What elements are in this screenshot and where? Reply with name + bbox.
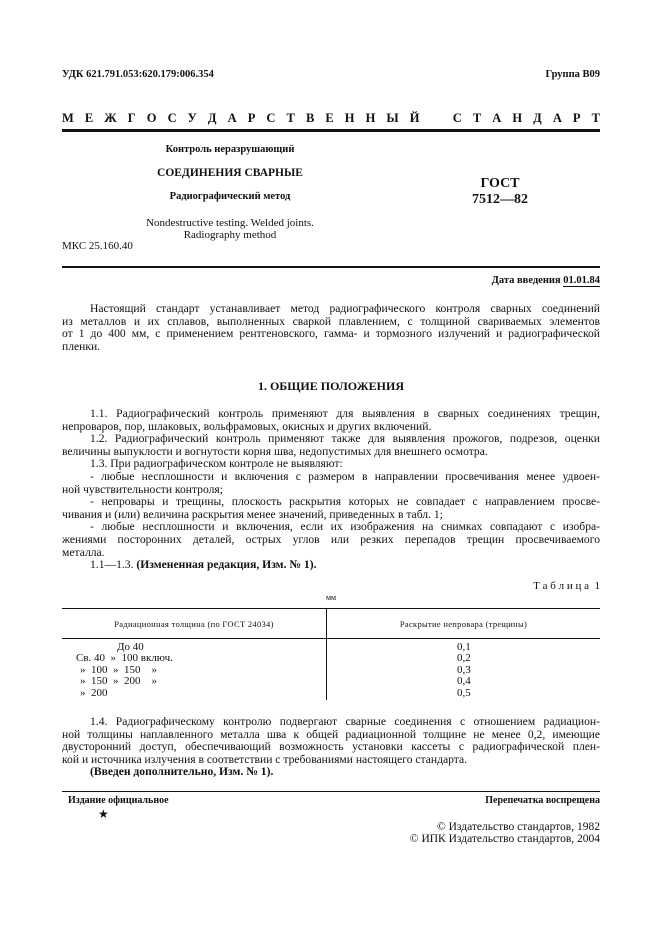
text-line: непроваров, пор, шлаковых, вольфрамовых, окисных и других включений. xyxy=(62,419,432,433)
table-cell: 0,1 xyxy=(457,641,471,653)
title-english-1: Nondestructive testing. Welded joints. xyxy=(146,217,314,229)
text-line: жениями посторонних деталей, острых углов или резких перепадов трещин просвечиваемого xyxy=(62,532,600,546)
text-line: от 1 до 400 мм, с применением рентгеновского, гамма- и тормозного излучений и радиографической xyxy=(62,327,600,341)
banner-rule xyxy=(62,129,600,132)
text-line: двусторонний доступ, обеспечивающий возможность установки кассеты с радиографической плен- xyxy=(62,740,600,754)
table-body xyxy=(62,642,600,699)
table-row xyxy=(62,676,600,687)
table-cell: 0,4 xyxy=(457,675,471,688)
text-line: - любые несплошности и включения, если их изображения на снимках совпадают с изобра- xyxy=(90,520,600,534)
table-caption: Т а б л и ц а 1 xyxy=(533,580,600,592)
footer-rule xyxy=(62,791,600,792)
table-header-opening: Раскрытие непровара (трещины) xyxy=(399,619,528,629)
text-line: 1.3. При радиографическом контроле не выявляют: xyxy=(90,457,343,471)
text-line: ной толщины наплавленного металла шва к общей радиационной толщине не менее 0,2, имеющие xyxy=(62,727,600,741)
standard-banner: М Е Ж Г О С У Д А Р С Т В Е Н Н Ы Й С Т А Н Д А Р Т xyxy=(62,111,600,125)
table-cell: » 150 » 200 » xyxy=(80,675,157,688)
title-line2: СОЕДИНЕНИЯ СВАРНЫЕ xyxy=(157,167,303,179)
gost-number: 7512—82 xyxy=(472,192,528,207)
text-line: величины выпуклости и вогнутости корня шва, недопустимых для внешнего осмотра. xyxy=(62,444,488,458)
text-line: - непровары и трещины, плоскость раскрытия которых не совпадает с направлением просве- xyxy=(90,495,600,509)
table-cell: » 100 » 150 » xyxy=(80,663,157,676)
title-line3: Радиографический метод xyxy=(169,191,291,202)
group-code: Группа В09 xyxy=(545,69,600,80)
text-line: 1.2. Радиографический контроль применяют также для выявления прожогов, подрезов, оценки xyxy=(90,432,600,446)
table-cell: 0,2 xyxy=(457,652,471,665)
table-cell: До 40 xyxy=(117,641,144,653)
paragraph-1-4 xyxy=(62,716,600,779)
mks-code: МКС 25.160.40 xyxy=(62,240,133,252)
table-header-thickness: Радиационная толщина (по ГОСТ 24034) xyxy=(114,619,274,629)
table-cell: 0,3 xyxy=(457,663,471,676)
effective-date xyxy=(492,275,600,286)
copyright-2004: © ИПК Издательство стандартов, 2004 xyxy=(409,833,600,845)
amendment-ref: 1.1—1.3. xyxy=(90,558,134,572)
table-top-rule xyxy=(62,608,600,609)
official-edition: Издание официальное xyxy=(68,795,169,806)
section-heading: 1. ОБЩИЕ ПОЛОЖЕНИЯ xyxy=(257,379,405,393)
amendment-note xyxy=(62,559,600,572)
title-line1: Контроль неразрушающий xyxy=(165,144,295,155)
amendment-text: (Измененная редакция, Изм. № 1). xyxy=(136,558,317,572)
table-cell: Св. 40 » 100 включ. xyxy=(76,652,173,665)
effective-date-label: Дата введения xyxy=(491,275,561,286)
effective-date-value: 01.01.84 xyxy=(563,275,600,286)
title-rule xyxy=(62,266,600,268)
text-line: 1.1. Радиографический контроль применяют для выявления в сварных соединениях трещин, xyxy=(90,407,600,420)
text-line: чивания и (или) величина раскрытия менее значений, приведенных в табл. 1; xyxy=(62,507,443,521)
title-english-2: Radiography method xyxy=(183,229,277,241)
intro-paragraph xyxy=(62,303,600,353)
copyright-1982: © Издательство стандартов, 1982 xyxy=(436,821,600,833)
text-line: - любые несплошности и включения с размером в направлении просвечивания менее удвоен- xyxy=(90,469,600,483)
text-line: из металлов и их сплавов, выполненных сваркой плавлением, с толщиной свариваемых элементов xyxy=(62,314,600,328)
text-line: кой и источника излучения в соответствии с требованиями настоящего стандарта. xyxy=(62,752,468,766)
table-unit: мм xyxy=(325,593,337,602)
table-header-rule xyxy=(62,638,600,639)
reprint-notice: Перепечатка воспрещена xyxy=(485,795,600,806)
text-line: пленки. xyxy=(62,339,101,353)
table-row xyxy=(62,688,600,699)
text-line: 1.4. Радиографическому контролю подвергают сварные соединения с отношением радиацион- xyxy=(90,715,600,728)
body-section-1 xyxy=(62,408,600,572)
amendment-note: (Введен дополнительно, Изм. № 1). xyxy=(90,765,274,779)
text-line: металла. xyxy=(62,545,105,559)
table-cell: » 200 xyxy=(80,686,108,699)
text-line: Настоящий стандарт устанавливает метод радиографического контроля сварных соединений xyxy=(90,302,600,315)
udk-code: УДК 621.791.053:620.179:006.354 xyxy=(62,69,214,80)
table-cell: 0,5 xyxy=(457,686,471,699)
text-line: ной чувствительности контроля; xyxy=(62,482,223,496)
star-icon: ★ xyxy=(98,807,109,821)
gost-label: ГОСТ xyxy=(480,176,520,191)
